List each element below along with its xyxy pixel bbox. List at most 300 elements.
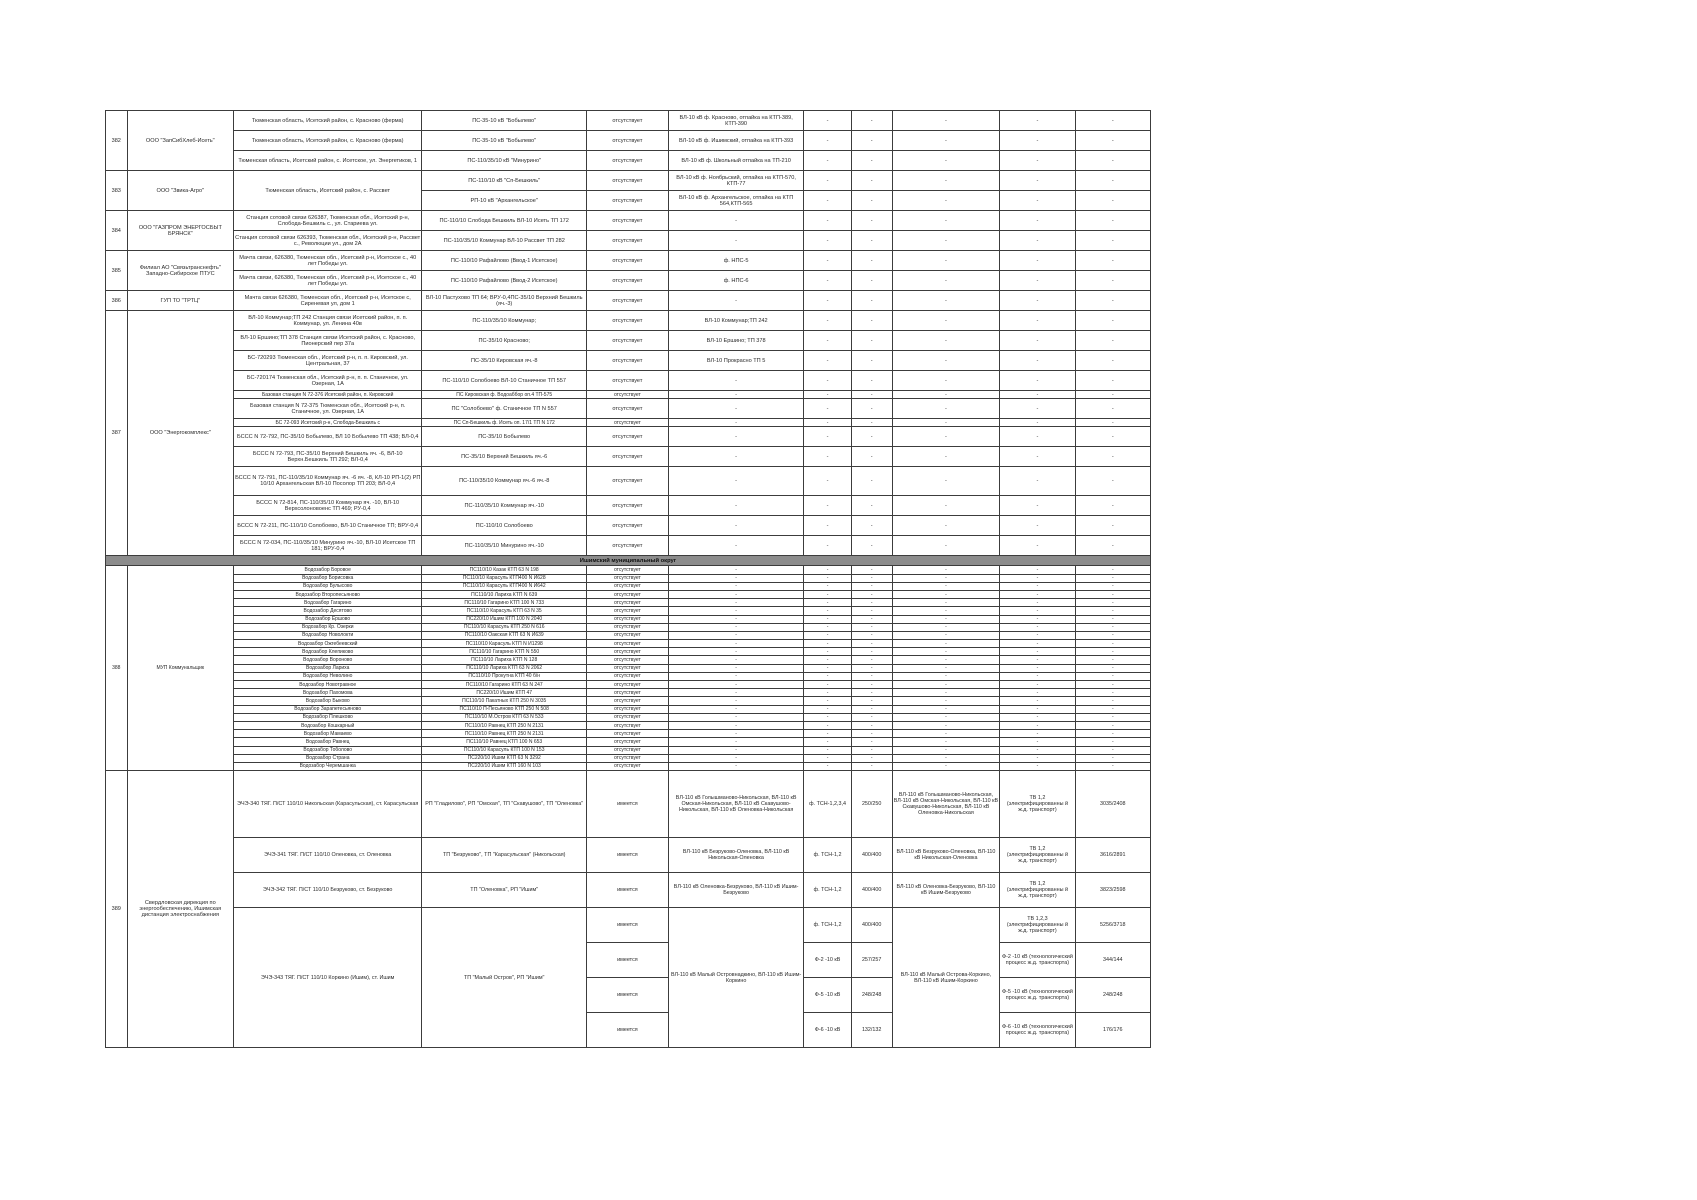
table-cell: отсутствует	[587, 251, 669, 271]
table-cell: -	[892, 721, 1000, 729]
supply-source: ПС220/10 Ишим КТП 100 N 2040	[422, 615, 587, 623]
table-cell: -	[851, 599, 892, 607]
table-cell: имеется	[587, 873, 669, 908]
table-cell: отсутствует	[587, 467, 669, 496]
object-address: Водозабор Пахомова	[234, 689, 422, 697]
table-cell: отсутствует	[587, 427, 669, 447]
table-cell: 344/144	[1075, 943, 1150, 978]
table-cell: -	[851, 419, 892, 427]
table-cell: -	[804, 681, 851, 689]
supply-source: ПС-35/10 Кировская яч.-8	[422, 351, 587, 371]
table-cell: -	[1075, 536, 1150, 556]
supply-source: ПС-110/35/10 Коммунар ВЛ-10 Рассвет ТП 282	[422, 231, 587, 251]
supply-source: ПС110/10 Карасуль КТП 250 N 616	[422, 623, 587, 631]
table-cell: 132/132	[851, 1013, 892, 1048]
table-row	[106, 738, 1151, 746]
supply-source: ПС110/10 Казак КТП 63 N 198	[422, 566, 587, 574]
object-address: БС 72-093 Исетский р-н, Слобода-Бешкиль с	[234, 419, 422, 427]
table-cell: -	[1075, 391, 1150, 399]
supply-source: ПС-110/10 Рафайлово (Ввод-1 Исетское)	[422, 251, 587, 271]
table-cell: отсутствует	[587, 590, 669, 598]
table-cell: -	[851, 615, 892, 623]
object-address: Водозабор Боровое	[234, 566, 422, 574]
table-row	[106, 664, 1151, 672]
table-cell: Ф-2 -10 кВ (технологический процесс ж.д. транспорта)	[1000, 943, 1075, 978]
table-cell: -	[1075, 427, 1150, 447]
object-address: Водозабор Новотравное	[234, 681, 422, 689]
row-number: 384	[106, 211, 128, 251]
table-cell: -	[892, 311, 1000, 331]
table-cell: отсутствует	[587, 713, 669, 721]
supply-source: ПС-110/35/10 Коммунар;	[422, 311, 587, 331]
object-address: Тюменская область, Исетский район, с. Красново (ферма)	[234, 131, 422, 151]
table-cell: -	[668, 672, 804, 680]
table-cell: -	[892, 191, 1000, 211]
table-cell: отсутствует	[587, 311, 669, 331]
table-cell: -	[668, 582, 804, 590]
table-cell: 3616/2891	[1075, 838, 1150, 873]
object-address: Станция сотовой связи 626387, Тюменская обл., Исетский р-н, Слобода-Бешкиль с., ул. Стариева ул.	[234, 211, 422, 231]
table-cell: ВЛ-10 кВ ф. Красново, отпайка на КТП-389, КТП-390	[668, 111, 804, 131]
table-cell: -	[892, 607, 1000, 615]
table-cell: -	[892, 730, 1000, 738]
supply-source: ПС220/10 Ишим КТП 47	[422, 689, 587, 697]
table-cell: -	[851, 151, 892, 171]
table-cell: 3823/2598	[1075, 873, 1150, 908]
object-address: ВЛ-10 Коммунар;ТП 242 Станция связи Исетский район, п. п. Коммунар, ул. Ленина 40в	[234, 311, 422, 331]
table-cell: -	[1000, 447, 1075, 467]
table-cell: -	[1000, 351, 1075, 371]
object-address: ЭЧЭ-342 ТЯГ. П/СТ 110/10 Безруково, ст. Безруково	[234, 873, 422, 908]
table-cell: -	[1000, 607, 1075, 615]
table-cell: -	[1075, 419, 1150, 427]
object-address: Мачта связи 626380, Тюменская обл., Исетский р-н, Исетское с, Сиреневая ул, дом 1	[234, 291, 422, 311]
table-cell: -	[1000, 496, 1075, 516]
table-cell: -	[1075, 399, 1150, 419]
table-cell: отсутствует	[587, 399, 669, 419]
object-address: Станция сотовой связи 626393, Тюменская обл., Исетский р-н, Рассвет с., Революции ул., дом 2А	[234, 231, 422, 251]
supply-source: ПС110/10 Лариха КТП N 639	[422, 590, 587, 598]
table-cell: -	[892, 631, 1000, 639]
table-cell: -	[892, 467, 1000, 496]
table-row	[106, 730, 1151, 738]
table-cell: -	[892, 536, 1000, 556]
object-address: ВЛ-10 Ершино;ТП 378 Станция связи Исетский район, с. Красново, Пионерский пер 37а	[234, 331, 422, 351]
table-cell: -	[1075, 516, 1150, 536]
organization-name: ООО "Звика-Агро"	[127, 171, 234, 211]
table-row	[106, 656, 1151, 664]
table-cell: -	[851, 536, 892, 556]
table-cell: отсутствует	[587, 648, 669, 656]
object-address: Водозабор Плешково	[234, 713, 422, 721]
table-cell: -	[1075, 351, 1150, 371]
table-cell: -	[1000, 151, 1075, 171]
table-cell: -	[1075, 467, 1150, 496]
table-row	[106, 697, 1151, 705]
table-cell: -	[1000, 713, 1075, 721]
table-cell: -	[892, 111, 1000, 131]
supply-source: ПС110/10 Гагарино КТП N 550	[422, 648, 587, 656]
table-cell: -	[1000, 211, 1075, 231]
table-cell: ВЛ-110 кВ Малый Острова-Коркино, ВЛ-110 кВ Ишим-Коркино	[892, 908, 1000, 1048]
table-cell: -	[892, 574, 1000, 582]
table-cell: ф. ТСН-1,2,3,4	[804, 771, 851, 838]
table-cell: -	[804, 399, 851, 419]
table-cell: отсутствует	[587, 762, 669, 770]
table-cell: ф. ТСН-1,2	[804, 838, 851, 873]
table-cell: -	[804, 640, 851, 648]
table-cell: -	[851, 111, 892, 131]
row-number: 385	[106, 251, 128, 291]
organization-name: ГУП ТО "ТРТЦ"	[127, 291, 234, 311]
table-cell: ТВ 1,2 (электрифицированны й ж.д. транспорт)	[1000, 838, 1075, 873]
table-cell: ТВ 1,2 (электрифицированны й ж.д. транспорт)	[1000, 771, 1075, 838]
table-cell: -	[1000, 705, 1075, 713]
table-cell: отсутствует	[587, 664, 669, 672]
object-address: Водозабор Булысово	[234, 582, 422, 590]
table-cell: -	[668, 590, 804, 598]
table-cell: -	[1075, 754, 1150, 762]
table-cell: имеется	[587, 838, 669, 873]
supply-source: ПС110/10 Лариха КТП 63 N 2062	[422, 664, 587, 672]
supply-source: ПС-110/35/10 Коммунар яч.-10	[422, 496, 587, 516]
object-address: Мачта связи, 626380, Тюменская обл., Исетский р-н, Исетское с., 40 лет Победы ул.	[234, 271, 422, 291]
object-address: БССС N 72-034, ПС-110/35/10 Минурино яч.-10, ВЛ-10 Исетское ТП 181; ВРУ-0,4	[234, 536, 422, 556]
table-row	[106, 771, 1151, 838]
object-address: Водозабор Мамаево	[234, 730, 422, 738]
table-row	[106, 516, 1151, 536]
table-cell: -	[804, 311, 851, 331]
table-cell: -	[804, 351, 851, 371]
table-cell: -	[668, 231, 804, 251]
table-cell: -	[668, 607, 804, 615]
table-cell: -	[668, 713, 804, 721]
table-cell: -	[668, 705, 804, 713]
table-cell: -	[1075, 331, 1150, 351]
object-address: БССС N 72-791, ПС-110/35/10 Коммунар яч. -6 яч. -8, КЛ-10 РП-1(2) РП 10/10 Архангельская ВЛ-10 Посолор ТП 203; ВЛ-0,4	[234, 467, 422, 496]
object-address: Тюменская область, Исетский район, с. Красново (ферма)	[234, 111, 422, 131]
table-cell: -	[668, 721, 804, 729]
table-cell: имеется	[587, 943, 669, 978]
table-cell: -	[668, 536, 804, 556]
table-cell: -	[1000, 648, 1075, 656]
supply-source: ПС110/10 Оакская КТП 63 N И639	[422, 631, 587, 639]
supply-source: ВЛ-10 Пастухово ТП 64; ВРУ-0,4ПС-35/10 Верхний Бешкиль (яч.-3)	[422, 291, 587, 311]
object-address: Водозабор Кошкарный	[234, 721, 422, 729]
table-cell: отсутствует	[587, 705, 669, 713]
table-cell: отсутствует	[587, 151, 669, 171]
table-cell: -	[892, 131, 1000, 151]
table-cell: -	[1000, 631, 1075, 639]
table-cell: ТВ 1,2 (электрифицированны й ж.д. транспорт)	[1000, 873, 1075, 908]
table-cell: -	[804, 566, 851, 574]
table-row	[106, 111, 1151, 131]
supply-source: ПС-110/10 Слобода Бешкиль ВЛ-10 Исеть ТП 172	[422, 211, 587, 231]
supply-source: ПС-110/35/10 Коммунар яч.-6 яч.-8	[422, 467, 587, 496]
table-cell: -	[668, 664, 804, 672]
table-row	[106, 171, 1151, 191]
table-cell: -	[1000, 131, 1075, 151]
supply-source: ПС-110/35/10 Минурино яч.-10	[422, 536, 587, 556]
table-cell: -	[1075, 496, 1150, 516]
organization-name: МУП Коммунальщик	[127, 566, 234, 771]
table-cell: -	[1075, 697, 1150, 705]
table-cell: отсутствует	[587, 391, 669, 399]
table-cell: -	[804, 251, 851, 271]
table-cell: -	[668, 640, 804, 648]
table-cell: -	[1000, 191, 1075, 211]
table-row	[106, 713, 1151, 721]
table-cell: -	[668, 631, 804, 639]
table-cell: -	[1075, 231, 1150, 251]
table-cell: -	[851, 351, 892, 371]
table-cell: отсутствует	[587, 574, 669, 582]
table-cell: -	[668, 738, 804, 746]
table-cell: -	[668, 599, 804, 607]
table-cell: отсутствует	[587, 536, 669, 556]
table-cell: -	[804, 427, 851, 447]
table-row	[106, 599, 1151, 607]
table-cell: -	[892, 705, 1000, 713]
table-cell: -	[804, 762, 851, 770]
table-cell: отсутствует	[587, 681, 669, 689]
table-cell: отсутствует	[587, 171, 669, 191]
object-address: БС-720174 Тюменская обл., Исетский р-н, п. п. Станичное, ул. Озерная, 1А	[234, 371, 422, 391]
table-cell: -	[851, 331, 892, 351]
table-cell: -	[1075, 566, 1150, 574]
table-cell: отсутствует	[587, 607, 669, 615]
table-cell: ВЛ-10 Прокрасно ТП 5	[668, 351, 804, 371]
table-cell: отсутствует	[587, 131, 669, 151]
table-cell: -	[892, 746, 1000, 754]
table-cell: 248/248	[1075, 978, 1150, 1013]
table-cell: -	[804, 615, 851, 623]
table-cell: -	[804, 746, 851, 754]
table-cell: -	[1000, 640, 1075, 648]
table-cell: -	[804, 664, 851, 672]
table-cell: -	[804, 672, 851, 680]
table-row	[106, 556, 1151, 566]
table-cell: -	[668, 681, 804, 689]
table-cell: -	[804, 191, 851, 211]
object-address: Тюменская область, Исетский район, с. Рассвет	[234, 171, 422, 211]
table-cell: -	[892, 391, 1000, 399]
table-cell: -	[1000, 681, 1075, 689]
table-cell: -	[851, 648, 892, 656]
table-cell: -	[1075, 447, 1150, 467]
table-cell: отсутствует	[587, 231, 669, 251]
table-cell: -	[851, 721, 892, 729]
table-cell: -	[892, 599, 1000, 607]
table-cell: -	[668, 467, 804, 496]
table-cell: 250/250	[851, 771, 892, 838]
supply-source: ПС110/10 Пакатных КТП 250 N 3035	[422, 697, 587, 705]
table-cell: -	[1075, 640, 1150, 648]
object-address: Водозабор Зарапетесьяново	[234, 705, 422, 713]
table-cell: -	[1075, 623, 1150, 631]
table-cell: -	[1075, 251, 1150, 271]
table-cell: -	[1000, 623, 1075, 631]
table-row	[106, 746, 1151, 754]
table-cell: -	[1075, 111, 1150, 131]
section-title: Ишимский муниципальный округ	[106, 556, 1151, 566]
supply-source: ТП "Оленовка", РП "Ишим"	[422, 873, 587, 908]
table-cell: -	[892, 151, 1000, 171]
table-cell: -	[804, 419, 851, 427]
table-cell: отсутствует	[587, 111, 669, 131]
table-cell: ВЛ-10 Ершино; ТП 378	[668, 331, 804, 351]
table-cell: -	[851, 754, 892, 762]
table-cell: -	[851, 171, 892, 191]
table-cell: ф. НПС-5	[668, 251, 804, 271]
table-row	[106, 762, 1151, 770]
object-address: БССС N 72-211, ПС-110/10 Солобоево, ВЛ-10 Станичное ТП; ВРУ-0,4	[234, 516, 422, 536]
table-cell: -	[804, 599, 851, 607]
supply-source: ТП "Малый Остров", РП "Ишим"	[422, 908, 587, 1048]
table-cell: -	[804, 705, 851, 713]
table-cell: отсутствует	[587, 721, 669, 729]
table-cell: -	[892, 754, 1000, 762]
table-row	[106, 640, 1151, 648]
table-row	[106, 467, 1151, 496]
table-cell: -	[1075, 271, 1150, 291]
table-row	[106, 721, 1151, 729]
object-address: БССС N 72-793, ПС-35/10 Верхний Бешкиль яч. -6, ВЛ-10 Верхн.Бешкиль ТП 292; ВЛ-0,4	[234, 447, 422, 467]
table-cell: -	[851, 566, 892, 574]
table-cell: -	[1075, 631, 1150, 639]
table-cell: -	[851, 251, 892, 271]
table-cell: -	[892, 713, 1000, 721]
table-cell: -	[1000, 399, 1075, 419]
supply-source: ПС-110/10 кВ "Сп-Бешкиль"	[422, 171, 587, 191]
table-cell: -	[851, 447, 892, 467]
table-cell: ф. ТСН-1,2	[804, 908, 851, 943]
supply-source: ПС-35/10 Верхний Бешкиль яч.-6	[422, 447, 587, 467]
table-cell: -	[851, 672, 892, 680]
table-cell: -	[851, 496, 892, 516]
table-cell: -	[804, 648, 851, 656]
table-row	[106, 536, 1151, 556]
table-cell: -	[668, 656, 804, 664]
table-cell: -	[668, 574, 804, 582]
supply-source: ПС110/10 Гагарино КТП 63 N 247	[422, 681, 587, 689]
table-cell: -	[804, 713, 851, 721]
table-cell: -	[851, 681, 892, 689]
table-cell: отсутствует	[587, 371, 669, 391]
table-cell: -	[851, 231, 892, 251]
table-cell: Ф-6 -10 кВ	[804, 1013, 851, 1048]
table-cell: ВЛ-10 кВ ф. Ноябрьский, отпайка на КТП-570, КТП-77	[668, 171, 804, 191]
table-row	[106, 427, 1151, 447]
table-cell: имеется	[587, 908, 669, 943]
row-number: 383	[106, 171, 128, 211]
table-row	[106, 590, 1151, 598]
table-cell: -	[804, 721, 851, 729]
table-cell: имеется	[587, 978, 669, 1013]
table-row	[106, 873, 1151, 908]
table-row	[106, 211, 1151, 231]
table-cell: -	[804, 291, 851, 311]
table-cell: -	[892, 697, 1000, 705]
table-cell: отсутствует	[587, 623, 669, 631]
object-address: Базовая станция N 72-375 Тюменская обл., Исетский р-н, п. Станичное, ул. Озерная, 1А	[234, 399, 422, 419]
object-address: Базовая станция N 72-376 Исетский район, п. Кировский	[234, 391, 422, 399]
table-cell: -	[851, 738, 892, 746]
table-cell: Ф-2 -10 кВ	[804, 943, 851, 978]
object-address: БССС N 72-792, ПС-35/10 Бобылево, ВЛ 10 Бобылево ТП 438; ВЛ-0,4	[234, 427, 422, 447]
table-cell: -	[668, 746, 804, 754]
table-cell: -	[892, 419, 1000, 427]
table-cell: -	[851, 191, 892, 211]
table-cell: -	[1075, 191, 1150, 211]
table-cell: Ф-5 -10 кВ	[804, 978, 851, 1013]
table-cell: -	[804, 111, 851, 131]
row-number: 388	[106, 566, 128, 771]
table-cell: -	[668, 566, 804, 574]
table-cell: -	[1000, 746, 1075, 754]
data-table	[105, 110, 1151, 1048]
supply-source: ПС110/10 Карасуль КТП 63 N 35	[422, 607, 587, 615]
table-cell: ТВ 1,2,3 (электрифицированны й ж.д. транспорт)	[1000, 908, 1075, 943]
table-cell: -	[851, 705, 892, 713]
table-row	[106, 623, 1151, 631]
table-cell: -	[1000, 111, 1075, 131]
table-cell: Ф-5 -10 кВ (технологический процесс ж.д. транспорта)	[1000, 978, 1075, 1013]
table-cell: -	[1000, 672, 1075, 680]
table-cell: -	[668, 291, 804, 311]
table-cell: -	[668, 419, 804, 427]
table-cell: -	[1000, 590, 1075, 598]
supply-source: ТП "Безруково", ТП "Карасульская" (Никольская)	[422, 838, 587, 873]
supply-source: ПС-35/10 Красново;	[422, 331, 587, 351]
table-cell: -	[1000, 371, 1075, 391]
table-cell: -	[668, 371, 804, 391]
supply-source: ПС-110/10 Солобоево	[422, 516, 587, 536]
table-cell: -	[1075, 762, 1150, 770]
object-address: Мачта связи, 626380, Тюменская обл., Исетский р-н, Исетское с., 40 лет Победы ул.	[234, 251, 422, 271]
table-cell: 400/400	[851, 838, 892, 873]
table-cell: 5256/3718	[1075, 908, 1150, 943]
supply-source: ПС110/10 М.Остров КТП 63 N 533	[422, 713, 587, 721]
table-cell: -	[851, 746, 892, 754]
supply-source: ПС-35-10 кВ "Бобылево"	[422, 111, 587, 131]
table-cell: -	[804, 574, 851, 582]
table-row	[106, 615, 1151, 623]
table-cell: -	[668, 496, 804, 516]
table-cell: -	[668, 762, 804, 770]
table-cell: ВЛ-110 кВ Голышманово-Никольская, ВЛ-110 кВ Омская-Никольская, ВЛ-110 кВ Скавушово-Никольская, ВЛ-110 кВ Оленовка-Никольская	[668, 771, 804, 838]
table-cell: -	[851, 631, 892, 639]
table-cell: -	[1075, 574, 1150, 582]
table-cell: -	[851, 697, 892, 705]
table-cell: -	[851, 291, 892, 311]
object-address: Водозабор Лариха	[234, 664, 422, 672]
table-cell: -	[892, 762, 1000, 770]
supply-source: ПС110/10 Равнец КТП 250 N 2131	[422, 721, 587, 729]
table-cell: отсутствует	[587, 496, 669, 516]
table-cell: -	[1000, 762, 1075, 770]
table-cell: -	[1000, 419, 1075, 427]
object-address: БССС N 72-814, ПС-110/35/10 Коммунар яч. -10, ВЛ-10 Верхсолоновоенс ТП 469; РУ-0,4	[234, 496, 422, 516]
table-cell: -	[851, 311, 892, 331]
table-cell: -	[1075, 211, 1150, 231]
table-cell: -	[892, 291, 1000, 311]
row-number: 387	[106, 311, 128, 556]
table-cell: -	[1075, 705, 1150, 713]
table-cell: -	[851, 664, 892, 672]
table-row	[106, 231, 1151, 251]
table-cell: отсутствует	[587, 656, 669, 664]
